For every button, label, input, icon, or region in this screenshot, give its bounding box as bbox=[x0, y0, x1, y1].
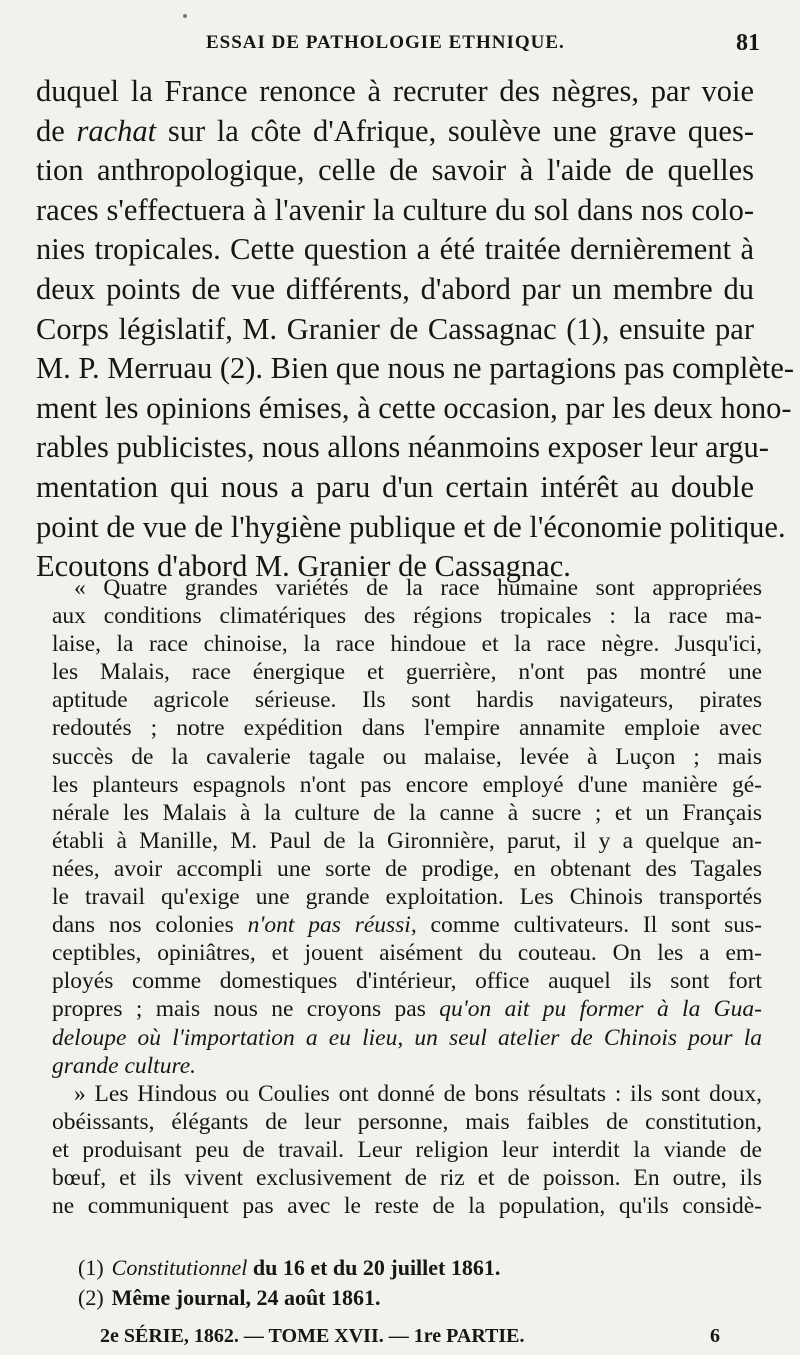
signature-mark: 6 bbox=[710, 1325, 720, 1347]
block-quote bbox=[52, 574, 762, 1220]
quote-line: établi à Manille, M. Paul de la Gironnière, parut, il y a quelque an- bbox=[52, 827, 762, 854]
footnote-1 bbox=[78, 1253, 678, 1283]
quote-line: ceptibles, opiniâtres, et jouent aisément du couteau. On les a em- bbox=[52, 940, 762, 967]
page-header bbox=[150, 32, 760, 64]
footnote-ref: (2) bbox=[78, 1285, 104, 1310]
body-line: nies tropicales. Cette question a été traitée dernièrement à bbox=[36, 232, 754, 267]
body-line: races s'effectuera à l'avenir la culture du sol dans nos colo- bbox=[36, 192, 754, 227]
quote-line: nées, avoir accompli une sorte de prodige, en obtenant des Tagales bbox=[52, 855, 762, 882]
body-line bbox=[36, 112, 754, 152]
quote-line: aptitude agricole sérieuse. Ils sont hardis navigateurs, pirates bbox=[52, 687, 762, 714]
body-line: tion anthropologique, celle de savoir à l'aide de quelles bbox=[36, 153, 754, 188]
body-line: duquel la France renonce à recruter des nègres, par voie bbox=[36, 74, 754, 108]
footnote-2 bbox=[78, 1283, 678, 1313]
quote-line-italic: grande culture. bbox=[52, 1052, 197, 1079]
quote-line: obéissants, élégants de leur personne, mais faibles de constitution, bbox=[52, 1108, 762, 1135]
quote-line: redoutés ; notre expédition dans l'empire annamite emploie avec bbox=[52, 715, 762, 742]
series-info: 2e SÉRIE, 1862. — TOME XVII. — 1re PARTIE. bbox=[100, 1325, 525, 1347]
emphasis: rachat bbox=[76, 113, 157, 148]
footnotes bbox=[78, 1253, 678, 1313]
quote-line: nérale les Malais à la culture de la canne à sucre ; et un Français bbox=[52, 799, 762, 826]
body-line: mentation qui nous a paru d'un certain intérêt au double bbox=[36, 469, 754, 504]
quote-line: » Les Hindous ou Coulies ont donné de bons résultats : ils sont doux, bbox=[74, 1080, 762, 1107]
quote-line: et produisant peu de travail. Leur religion leur interdit la viande de bbox=[52, 1136, 762, 1163]
body-line: Corps législatif, M. Granier de Cassagnac (1), ensuite par bbox=[36, 311, 754, 346]
body-line: deux points de vue différents, d'abord par un membre du bbox=[36, 271, 754, 306]
body-line: rables publicistes, nous allons néanmoins exposer leur argu- bbox=[36, 430, 769, 465]
quote-line: les Malais, race énergique et guerrière, n'ont pas montré une bbox=[52, 659, 762, 686]
body-line: Ecoutons d'abord M. Granier de Cassagnac. bbox=[36, 549, 571, 584]
quote-line: succès de la cavalerie tagale ou malaise, levée à Luçon ; mais bbox=[52, 743, 762, 770]
emphasis: n'ont pas réussi bbox=[247, 912, 411, 939]
quote-line bbox=[52, 995, 762, 1023]
quote-line: ne communiquent pas avec le reste de la population, qu'ils considè- bbox=[52, 1193, 762, 1220]
emphasis: qu'on ait pu former à la Gua- bbox=[439, 996, 762, 1023]
quote-line: laise, la race chinoise, la race hindoue et la race nègre. Jusqu'ici, bbox=[52, 631, 762, 658]
footnote-text: du 16 et du 20 juillet 1861. bbox=[247, 1255, 501, 1280]
quote-line: les planteurs espagnols n'ont pas encore employé d'une manière gé- bbox=[52, 771, 762, 798]
body-line: M. P. Merruau (2). Bien que nous ne partagions pas complète- bbox=[36, 351, 795, 386]
quote-text-run: dans nos colonies bbox=[52, 912, 248, 939]
quote-line bbox=[52, 911, 762, 939]
footnote-text: Même journal, 24 août 1861. bbox=[111, 1285, 381, 1310]
body-paragraph bbox=[36, 72, 795, 587]
quote-text-run: , comme cultivateurs. Il sont sus- bbox=[410, 912, 762, 939]
running-title: ESSAI DE PATHOLOGIE ETHNIQUE. bbox=[206, 32, 565, 53]
quote-text-run: propres ; mais nous ne croyons pas bbox=[52, 996, 440, 1023]
quote-line: bœuf, et ils vivent exclusivement de riz et de poisson. En outre, ils bbox=[52, 1164, 762, 1191]
body-text-run: sur la côte d'Afrique, soulève une grave ques- bbox=[156, 113, 754, 148]
body-line: ment les opinions émises, à cette occasion, par les deux hono- bbox=[36, 390, 792, 425]
footnote-ref: (1) bbox=[78, 1255, 104, 1280]
quote-line: aux conditions climatériques des régions tropicales : la race ma- bbox=[52, 603, 762, 630]
quote-line: « Quatre grandes variétés de la race humaine sont appropriées bbox=[74, 575, 762, 601]
quote-line: ployés comme domestiques d'intérieur, office auquel ils sont fort bbox=[52, 968, 762, 995]
quote-line: le travail qu'exige une grande exploitation. Les Chinois transportés bbox=[52, 884, 762, 911]
body-line: point de vue de l'hygiène publique et de l'économie politique. bbox=[36, 509, 786, 544]
printer-signature bbox=[100, 1325, 720, 1351]
print-speck bbox=[183, 14, 187, 18]
footnote-source: Constitutionnel bbox=[111, 1255, 248, 1280]
body-text-run: de bbox=[36, 113, 77, 148]
quote-line-italic: deloupe où l'importation a eu lieu, un seul atelier de Chinois pour la bbox=[52, 1024, 762, 1051]
page-number: 81 bbox=[736, 30, 760, 56]
